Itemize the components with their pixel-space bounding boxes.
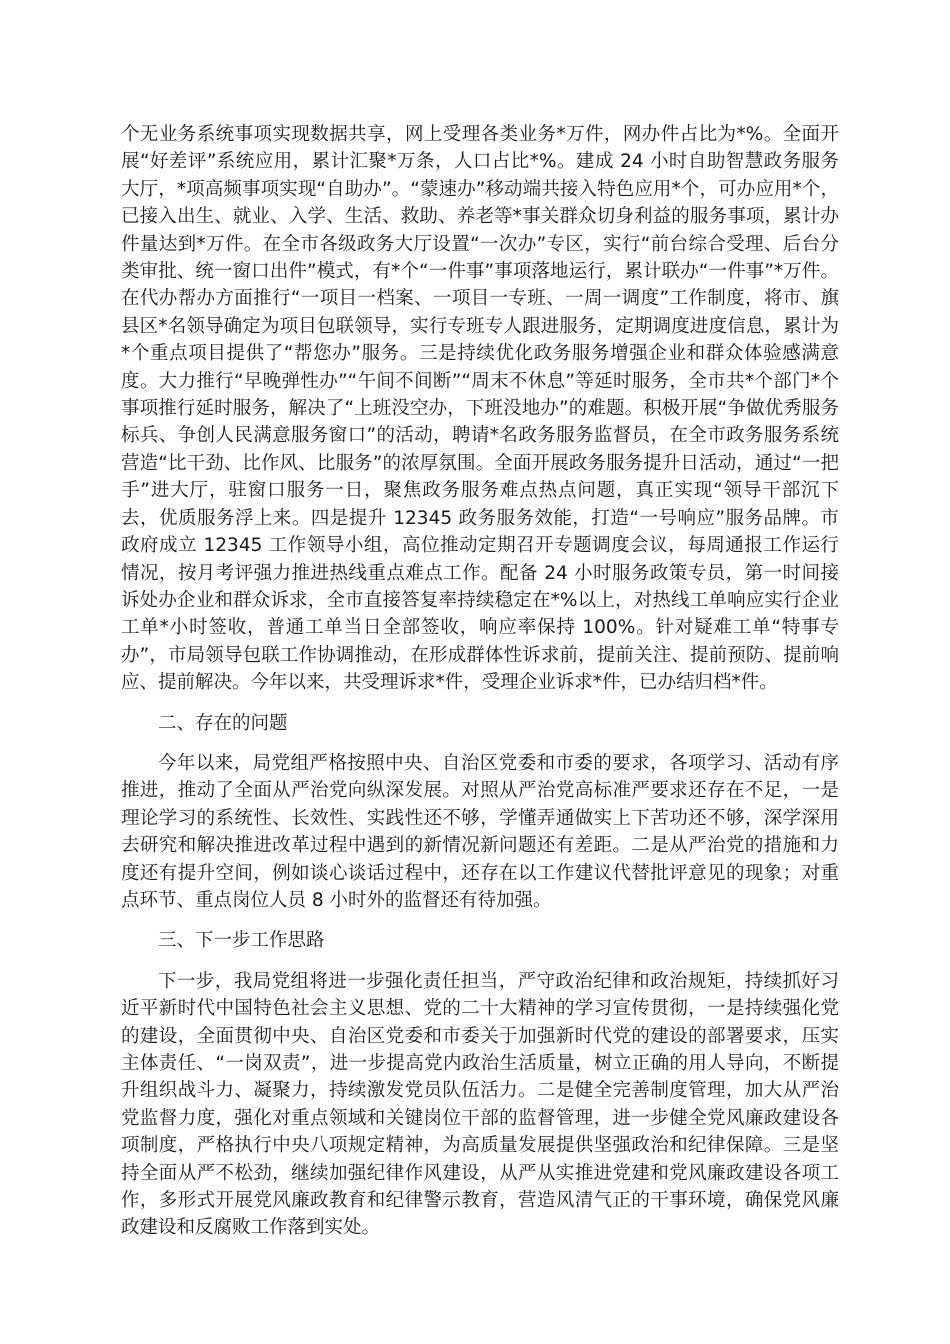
paragraph-problems: 今年以来，局党组严格按照中央、自治区党委和市委的要求，各项学习、活动有序推进，推动了全面从严治党向纵深发展。对照从严治党高标准严要求还存在不足，一是理论学习的系统性、长效性、实践性还不够，学懂弄通做实上下苦功还不够，深学深用去研究和解决推进改革过程中遇到的新情况新问题还有差距。二是从严治党的措施和力度还有提升空间，例如谈心谈话过程中，还存在以工作建议代替批评意见的现象；对重点环节、重点岗位人员 8 小时外的监督还有待加强。 (121, 752, 839, 911)
section-heading-problems: 二、存在的问题 (158, 712, 288, 734)
section-heading-next-steps: 三、下一步工作思路 (158, 930, 325, 952)
document-page (121, 121, 839, 1242)
paragraph-services-continued: 个无业务系统事项实现数据共享，网上受理各类业务*万件，网办件占比为*%。全面开展“好差评”系统应用，累计汇聚*万条，人口占比*%。建成 24 小时自助智慧政务服务大厅，*项高频事项实现“自助办”。“蒙速办”移动端共接入特色应用*个，可办应用*个，已接入出生、就业、入学、生活、救助、养老等*事关群众切身利益的服务事项，累计办件量达到*万件。在全市各级政务大厅设置“一次办”专区，实行“前台综合受理、后台分类审批、统一窗口出件”模式，有*个“一件事”事项落地运行，累计联办“一件事”*万件。在代办帮办方面推行“一项目一档案、一项目一专班、一周一调度”工作制度，将市、旗县区*名领导确定为项目包联领导，实行专班专人跟进服务，定期调度进度信息，累计为*个重点项目提供了“帮您办”服务。三是持续优化政务服务增强企业和群众体验感满意度。大力推行“早晚弹性办”“午间不间断”“周末不休息”等延时服务，全市共*个部门*个事项推行延时服务，解决了“上班没空办，下班没地办”的难题。积极开展“争做优秀服务标兵、争创人民满意服务窗口”的活动，聘请*名政务服务监督员，在全市政务服务系统营造“比干劲、比作风、比服务”的浓厚氛围。全面开展政务服务提升日活动，通过“一把手”进大厅，驻窗口服务一日，聚焦政务服务难点热点问题，真正实现“领导干部沉下去，优质服务浮上来。四是提升 12345 政务服务效能，打造“一号响应”服务品牌。市政府成立 12345 工作领导小组，高位推动定期召开专题调度会议，每周通报工作运行情况，按月考评强力推进热线重点难点工作。配备 24 小时服务政策专员，第一时间接诉处办企业和群众诉求，全市直接答复率持续稳定在*%以上，对热线工单响应实行企业工单*小时签收，普通工单当日全部签收，响应率保持 100%。针对疑难工单“特事专办”，市局领导包联工作协调推动，在形成群体性诉求前，提前关注、提前预防、提前响应、提前解决。今年以来，共受理诉求*件，受理企业诉求*件，已办结归档*件。 (121, 124, 839, 694)
paragraph-next-steps: 下一步，我局党组将进一步强化责任担当，严守政治纪律和政治规矩，持续抓好习近平新时代中国特色社会主义思想、党的二十大精神的学习宣传贯彻，一是持续强化党的建设，全面贯彻中央、自治区党委和市委关于加强新时代党的建设的部署要求，压实主体责任、“一岗双责”，进一步提高党内政治生活质量，树立正确的用人导向，不断提升组织战斗力、凝聚力，持续激发党员队伍活力。二是健全完善制度管理，加大从严治党监督力度，强化对重点领域和关键岗位干部的监督管理，进一步健全党风廉政建设各项制度，严格执行中央八项规定精神，为高质量发展提供坚强政治和纪律保障。三是坚持全面从严不松劲，继续加强纪律作风建设，从严从实推进党建和党风廉政建设各项工作，多形式开展党风廉政教育和纪律警示教育，营造风清气正的干事环境，确保党风廉政建设和反腐败工作落到实处。 (121, 970, 839, 1239)
